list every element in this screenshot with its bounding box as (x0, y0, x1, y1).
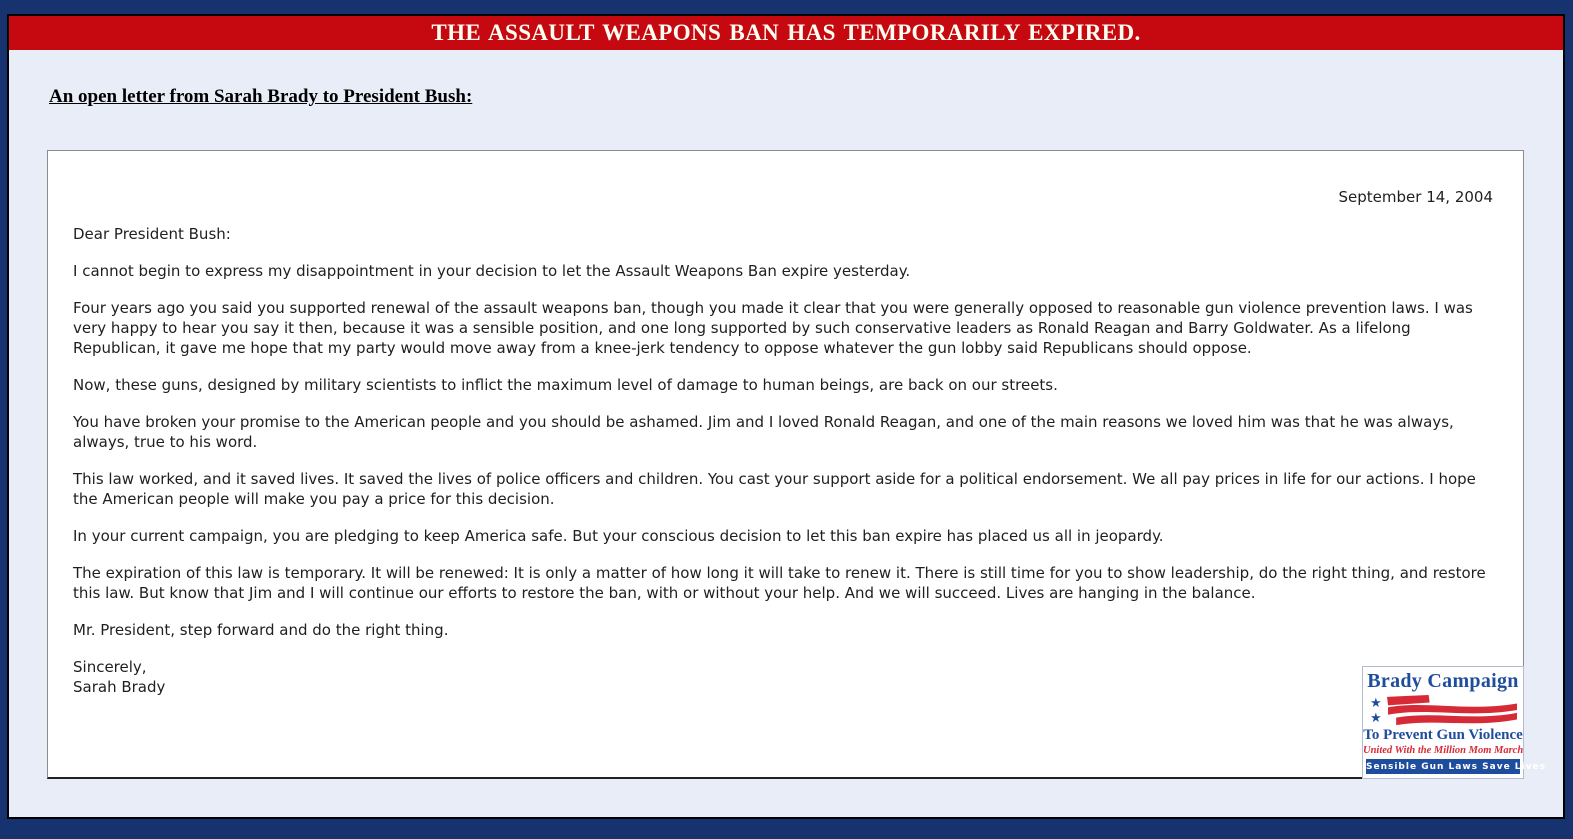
letter-paragraph: Mr. President, step forward and do the right thing. (73, 621, 449, 639)
letter-closing (73, 657, 1493, 697)
letter-paragraphs (73, 261, 1493, 640)
letter-salutation: Dear President Bush: (73, 225, 231, 243)
flag-stripes-icon (1386, 695, 1518, 727)
letter-paragraph: Four years ago you said you supported renewal of the assault weapons ban, though you made it clear that you were generally opposed to reasonable gun violence prevention laws. I was very happy to hear you say it then, because it was a sensible position, and one long supported by such conservative leaders as Ronald Reagan and Barry Goldwater. As a lifelong Republican, it gave me hope that my party would move away from a knee-jerk tendency to oppose whatever the gun lobby said Republicans should oppose. (73, 299, 1473, 357)
signature: Sarah Brady (73, 678, 166, 696)
letter-paragraph: This law worked, and it saved lives. It saved the lives of police officers and children. You cast your support aside for a political endorsement. We all pay prices in life for our actions. I hope the American people will make you pay a price for this decision. (73, 470, 1476, 508)
brady-campaign-logo[interactable] (1362, 666, 1546, 779)
letter-date: September 14, 2004 (1338, 188, 1493, 206)
star-icon: ★ (1370, 710, 1382, 726)
flag-graphic (1363, 693, 1523, 727)
logo-slogan-bar: Sensible Gun Laws Save Lives (1366, 759, 1520, 774)
letter-paragraph: In your current campaign, you are pledging to keep America safe. But your conscious decision to let this ban expire has placed us all in jeopardy. (73, 527, 1164, 545)
logo-tagline: United With the Million Mom March (1363, 745, 1524, 756)
letter-paragraph: I cannot begin to express my disappointment in your decision to let the Assault Weapons Ban expire yesterday. (73, 262, 911, 280)
closing-text: Sincerely, (73, 658, 147, 676)
flag-stars (1370, 696, 1386, 726)
star-icon: ★ (1370, 695, 1382, 711)
letter-paragraph: The expiration of this law is temporary. It will be renewed: It is only a matter of how long it will take to renew it. There is still time for you to show leadership, do the right thing, and restore this law. But know that Jim and I will continue our efforts to restore the ban, with or without your help. And we will succeed. Lives are hanging in the balance. (73, 564, 1486, 602)
expired-banner: THE ASSAULT WEAPONS BAN HAS TEMPORARILY EXPIRED. (9, 16, 1563, 50)
letter (47, 150, 1546, 779)
logo-title: Brady Campaign (1367, 670, 1519, 692)
page (7, 14, 1565, 819)
logo-subtitle: To Prevent Gun Violence (1363, 727, 1523, 743)
letter-paragraph: Now, these guns, designed by military scientists to inflict the maximum level of damage to human beings, are back on our streets. (73, 376, 1058, 394)
open-letter-heading: An open letter from Sarah Brady to President Bush: (49, 86, 473, 107)
letter-paragraph: You have broken your promise to the American people and you should be ashamed. Jim and I loved Ronald Reagan, and one of the main reasons we loved him was that he was always, always, true to his word. (73, 413, 1454, 451)
